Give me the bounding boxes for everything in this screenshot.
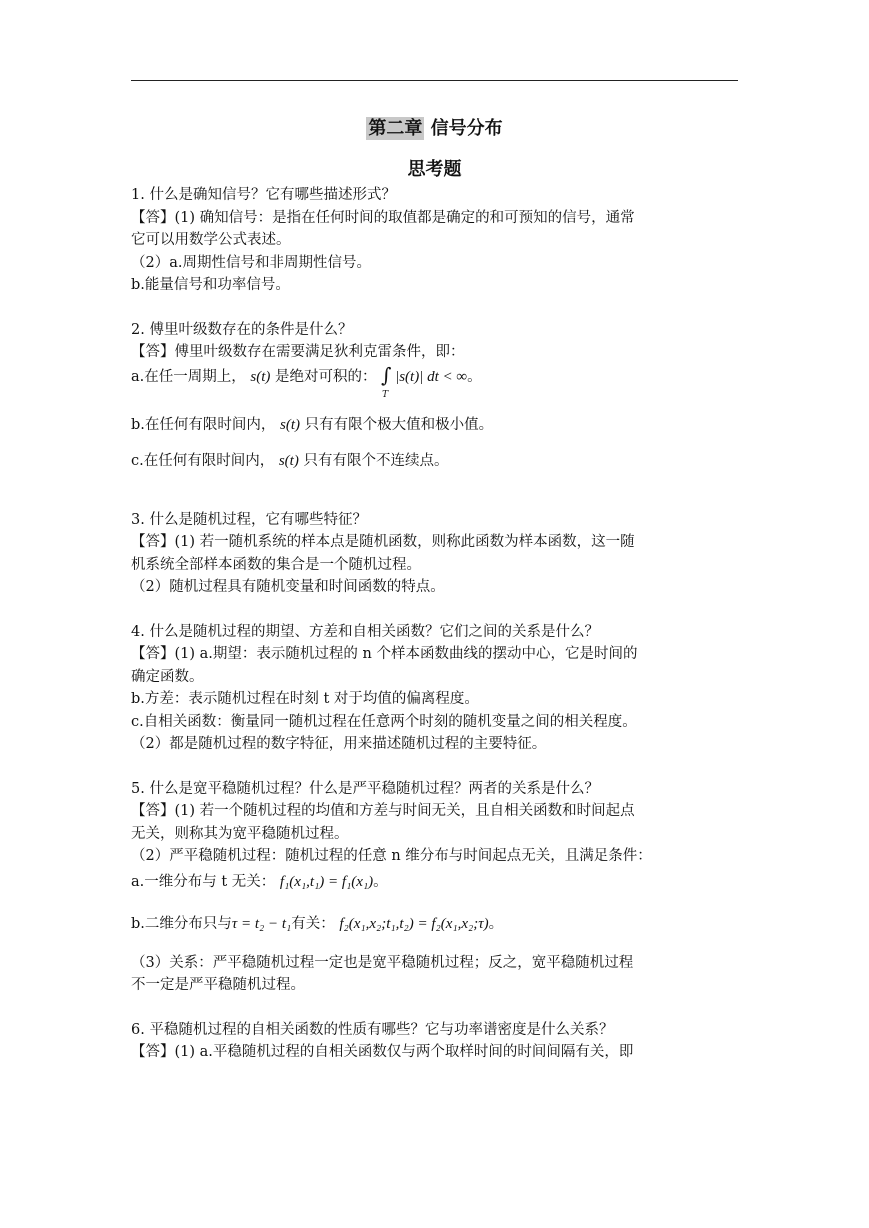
formula-s-t: s(t) [280, 416, 300, 433]
answer-3-line-2: 机系统全部样本函数的集合是一个随机过程。 [131, 556, 421, 573]
answer-4-line-3: b.方差：表示随机过程在时刻 t 对于均值的偏离程度。 [131, 691, 479, 707]
answer-4-line-1: 【答】(1) a.期望：表示随机过程的 n 个样本函数曲线的摆动中心，它是时间的 [131, 646, 638, 662]
answer-4-line-2: 确定函数。 [131, 668, 204, 685]
answer-2-line-1: 【答】傅里叶级数存在需要满足狄利克雷条件，即： [131, 344, 465, 360]
answer-3-line-3: （2）随机过程具有随机变量和时间函数的特点。 [131, 579, 445, 595]
answer-5-line-2: 无关，则称其为宽平稳随机过程。 [131, 825, 349, 842]
formula-s-t: s(t) [250, 368, 271, 385]
question-5: 5. 什么是宽平稳随机过程？什么是严平稳随机过程？两者的关系是什么？ [131, 780, 599, 797]
question-4: 4. 什么是随机过程的期望、方差和自相关函数？它们之间的关系是什么？ [131, 623, 599, 640]
answer-4-line-5: （2）都是随机过程的数字特征，用来描述随机过程的主要特征。 [131, 736, 547, 752]
question-3: 3. 什么是随机过程，它有哪些特征？ [131, 511, 367, 528]
answer-1-line-3: （2）a.周期性信号和非周期性信号。 [131, 254, 371, 271]
question-6: 6. 平稳随机过程的自相关函数的性质有哪些？它与功率谱密度是什么关系？ [131, 1021, 614, 1038]
header-rule [131, 80, 738, 81]
formula-tau: τ = t₂ − t₁ [231, 915, 292, 932]
answer-2-line-2: a.在任一周期上， s(t) 是绝对可积的： ∫ T |s(t)| dt < ∞。 [131, 362, 482, 400]
document-page [131, 100, 738, 1064]
question-2: 2. 傅里叶级数存在的条件是什么？ [131, 321, 353, 338]
answer-5-line-6: （3）关系：严平稳随机过程一定也是宽平稳随机过程；反之，宽平稳随机过程 [131, 954, 634, 971]
answer-2-line-3: b.在任何有限时间内， s(t) 只有有限个极大值和极小值。 [131, 416, 494, 433]
answer-3-line-1: 【答】(1) 若一随机系统的样本点是随机函数，则称此函数为样本函数，这一随 [131, 534, 635, 550]
chapter-title-highlighted: 第二章 [368, 118, 423, 139]
section-subtitle: 思考题 [407, 159, 462, 180]
question-1: 1. 什么是确知信号？它有哪些描述形式？ [131, 187, 396, 203]
answer-1-line-2: 它可以用数学公式表述。 [131, 232, 291, 248]
answer-1-line-1: 【答】(1) 确知信号：是指在任何时间的取值都是确定的和可预知的信号，通常 [131, 209, 635, 226]
answer-5-line-7: 不一定是严平稳随机过程。 [131, 977, 305, 993]
formula-one-dim: f₁(x₁,t₁) = f₁(x₁) [279, 873, 374, 890]
answer-5-line-3: （2）严平稳随机过程：随机过程的任意 n 维分布与时间起点无关，且满足条件： [131, 848, 652, 864]
integral-sign: ∫ T [381, 362, 392, 400]
answer-5-line-5: b.二维分布只与τ = t₂ − t₁有关： f₂(x₁,x₂;t₁,t₂) = f₂(x₁,x₂;τ)。 [131, 915, 504, 932]
answer-5-line-4: a.一维分布与 t 无关： f₁(x₁,t₁) = f₁(x₁)。 [131, 873, 388, 890]
answer-2-line-4: c.在任何有限时间内， s(t) 只有有限个不连续点。 [131, 453, 449, 469]
chapter-title-rest: 信号分布 [424, 118, 503, 139]
formula-integral-body: |s(t)| dt < ∞ [395, 368, 468, 385]
formula-two-dim: f₂(x₁,x₂;t₁,t₂) = f₂(x₁,x₂;τ) [339, 915, 489, 932]
chapter-title [131, 114, 738, 146]
answer-1-line-4: b.能量信号和功率信号。 [131, 277, 290, 293]
answer-5-line-1: 【答】(1) 若一个随机过程的均值和方差与时间无关，且自相关函数和时间起点 [131, 803, 635, 819]
answer-6-line-1: 【答】(1) a.平稳随机过程的自相关函数仅与两个取样时间的时间间隔有关，即 [131, 1044, 634, 1060]
answer-4-line-4: c.自相关函数：衡量同一随机过程在任意两个时刻的随机变量之间的相关程度。 [131, 713, 637, 730]
formula-s-t: s(t) [278, 453, 299, 469]
